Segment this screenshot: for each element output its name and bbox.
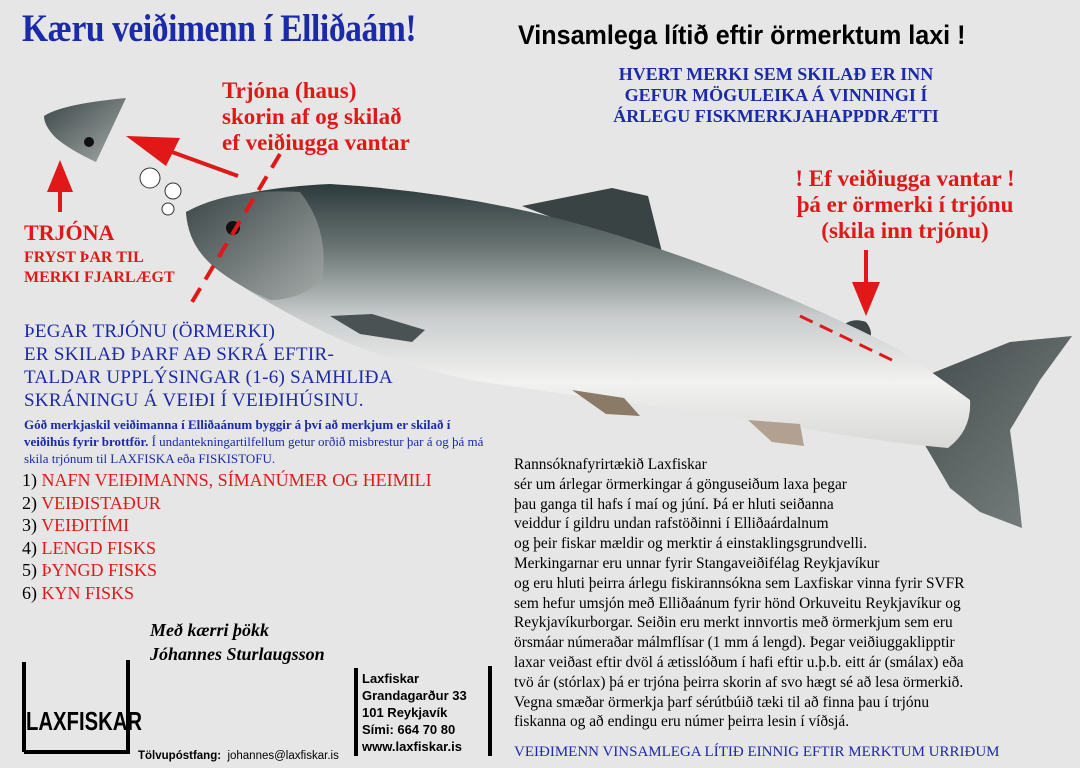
address-line: Grandagarður 33 (362, 688, 467, 703)
cut-head-image (44, 98, 126, 162)
list-item: 6) KYN FISKS (22, 582, 135, 603)
prize-line: GEFUR MÖGULEIKA Á VINNINGI Í (624, 85, 928, 105)
return-note-plain: Í undantekningartilfellum getur orðið misbrestur þar á og þá má skila trjónum til LAXFISKA eða FISKISTOFU. (24, 434, 484, 466)
email-line (138, 750, 339, 762)
signature: Jóhannes Sturlaugsson (150, 644, 325, 664)
callout-line: ! Ef veiðiugga vantar ! (795, 166, 1015, 191)
trjona-head-callout (222, 78, 410, 156)
head (186, 191, 324, 300)
body-line: fiskanna og að endingu eru númer þeirra lesin í víðsjá. (514, 713, 850, 731)
body-line: sér um árlegar örmerkingar á gönguseiðum laxa þegar (514, 475, 847, 493)
freeze-note (24, 248, 175, 288)
laxfiskar-logo: LAXFISKAR (26, 706, 143, 736)
body-line: þau ganga til hafs í maí og júní. Þá er hluti seiðanna (514, 495, 834, 513)
body-text (514, 455, 1054, 732)
list-item: 2) VEIÐISTAÐUR (22, 492, 161, 513)
page-title: Kæru veiðimenn í Elliðaám! (22, 7, 417, 50)
adipose-fin-callout (760, 166, 1050, 244)
address-line: Laxfiskar (362, 671, 420, 686)
instruction-line: ER SKILAÐ ÞARF AÐ SKRÁ EFTIR- (24, 344, 335, 365)
freeze-line: FRYST ÞAR TIL (24, 249, 144, 266)
website-link[interactable]: www.laxfiskar.is (362, 739, 462, 754)
list-item: 3) VEIÐITÍMI (22, 515, 130, 535)
email-link[interactable]: johannes@laxfiskar.is (227, 750, 339, 762)
anal-fin (748, 420, 804, 446)
bubbles (140, 168, 181, 215)
list-item: 5) ÞYNGD FISKS (22, 560, 158, 580)
page-subtitle: Vinsamlega lítið eftir örmerktum laxi ! (518, 20, 966, 50)
callout-line: skorin af og skilað (222, 104, 402, 129)
body-line: tvö ár (stórlax) þá er trjóna þeirra skorin af svo hægt sé að lesa örmerkið. (514, 673, 964, 691)
body-line: Merkingarnar eru unnar fyrir Stangaveiðifélag Reykjavíkur (514, 554, 880, 572)
contact-address (362, 670, 467, 755)
registration-instructions (24, 320, 393, 412)
email-label: Tölvupóstfang: (138, 750, 222, 762)
list-item: 4) LENGD FISKS (22, 537, 157, 558)
info-list (22, 469, 432, 604)
body-line: Vegna smæðar örmerkja þarf sérútbúið tæki til að finna þau í trjónu (514, 693, 930, 711)
instruction-line: TALDAR UPPLÝSINGAR (1-6) SAMHLIÐA (24, 367, 393, 388)
cut-head-eye (84, 137, 94, 147)
body-line: veiddur í gildru undan rafstöðinni í Elliðaárdalnum (514, 515, 829, 533)
prize-line: HVERT MERKI SEM SKILAÐ ER INN (618, 64, 934, 84)
body-line: örsmáar númeraðar málmflísar (1 mm á lengd). Þegar veiðiuggaklipptir (514, 634, 955, 652)
return-note (24, 416, 494, 467)
instruction-line: ÞEGAR TRJÓNU (ÖRMERKI) (24, 321, 276, 342)
address-line: 101 Reykjavík (362, 705, 448, 720)
body-line: laxar veiðast eftir dvöl á ætisslóðum í hafi eftir u.þ.b. eitt ár (smálax) eða (514, 653, 964, 671)
thanks-text: Með kærri þökk (150, 620, 270, 640)
address-line: Sími: 664 70 80 (362, 722, 456, 737)
callout-line: Trjóna (haus) (222, 78, 357, 103)
callout-line: ef veiðiugga vantar (222, 130, 410, 155)
instruction-line: SKRÁNINGU Á VEIÐI Í VEIÐIHÚSINU. (24, 390, 364, 411)
body-line: Rannsóknafyrirtækið Laxfiskar (514, 456, 707, 473)
freeze-line: MERKI FJARLÆGT (24, 269, 175, 286)
return-note-bold: Góð merkjaskil veiðimanna í Elliðaánum byggir á því að merkjum er skilað í veiðihús fyrir brottför. (24, 417, 451, 449)
prize-line: ÁRLEGU FISKMERKJAHAPPDRÆTTI (613, 106, 939, 126)
trjona-label: TRJÓNA (24, 220, 115, 245)
callout-line: (skila inn trjónu) (821, 218, 989, 243)
prize-notice (566, 64, 986, 127)
body-line: og eru hluti þeirra árlegu fiskirannsókna sem Laxfiskar vinna fyrir SVFR (514, 574, 965, 592)
list-item: 1) NAFN VEIÐIMANNS, SÍMANÚMER OG HEIMILI (22, 470, 432, 490)
closing (150, 618, 325, 666)
body-line: sem hefur umsjón með Elliðaánum fyrir hönd Orkuveitu Reykjavíkur og (514, 594, 961, 612)
body-line: og þeir fiskar mældir og merktir á einstaklingsgrundvelli. (514, 535, 868, 553)
body-line: Reykjavíkurborgar. Seiðin eru merkt innvortis með örmerkjum sem eru (514, 614, 953, 632)
callout-line: þá er örmerki í trjónu (796, 192, 1014, 217)
footer-notice: VEIÐIMENN VINSAMLEGA LÍTIÐ EINNIG EFTIR MERKTUM URRIÐUM (514, 744, 1000, 760)
